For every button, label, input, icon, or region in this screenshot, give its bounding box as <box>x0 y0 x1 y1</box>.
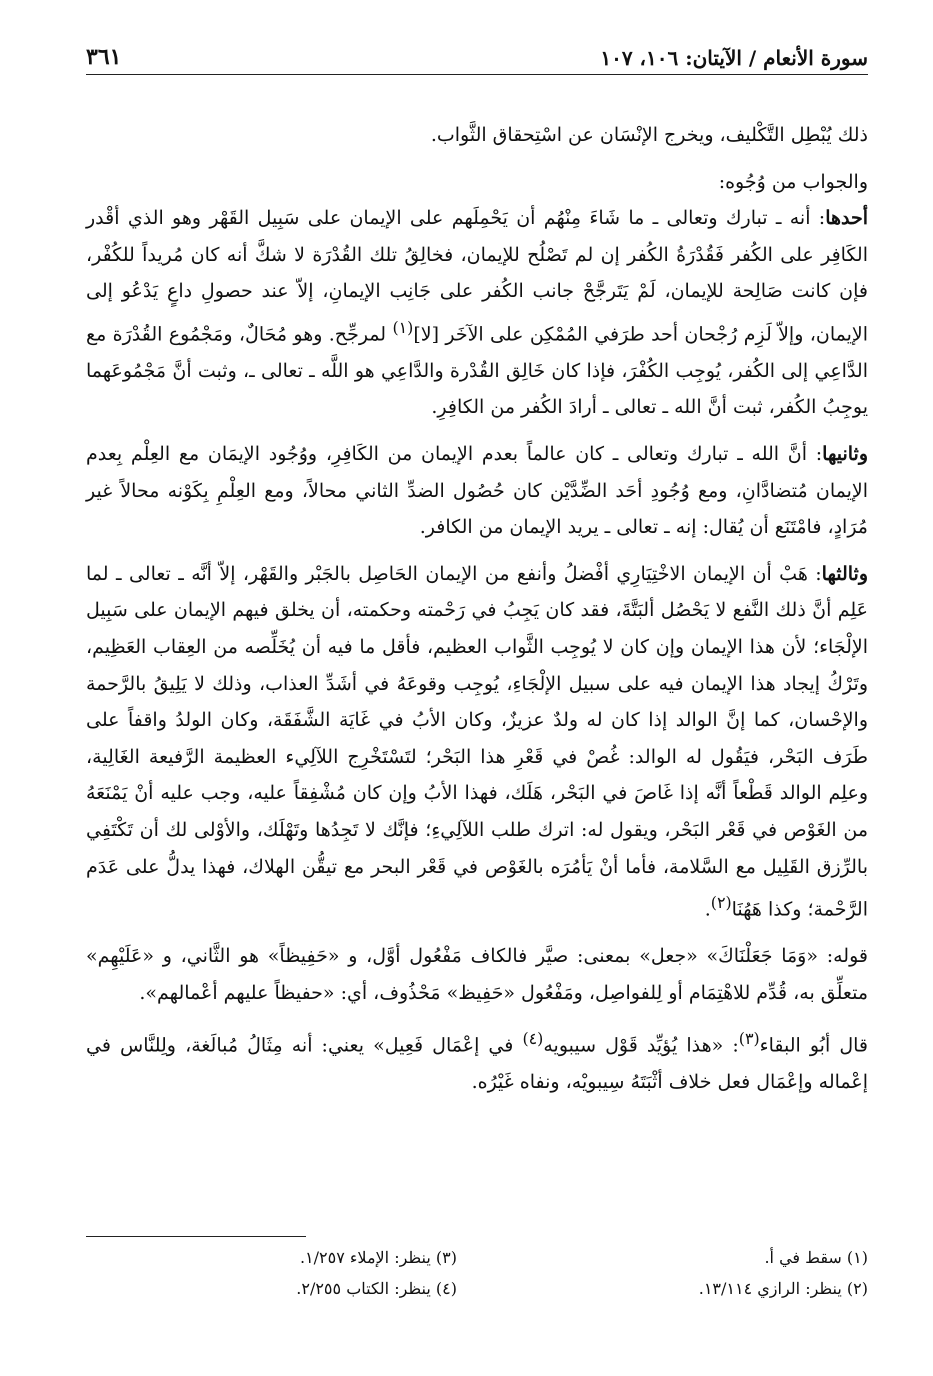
text: : أنه ـ تبارك وتعالى ـ ما شَاءَ مِنْهُم أن يَحْمِلَهم على الإيمان على سَبِيل القَهْر وهو الذي أقْدر الكَافِر على الكُفر فَقُدْرَةُ الكُفر إن لم تَصْلُح للإيمان، فخالِقُ تلك القُدْرَة لا شكَّ أنه كان مُريداً للكُفْر، فإن كانت صَالِحة للإيمان، لَمْ يَتَرجَّحْ جانب الكُفر على جَانِب الإيمانِ، إلاّ عند حصولِ داعٍ يَدْعُو إلى الإيمان، وإلاّ لَزِم رُجْحان أحد طرَفي المُمْكِن على الآخَر [لا] <box>86 207 868 346</box>
lead-word: وثالثها <box>821 562 868 585</box>
text: : أنَّ الله ـ تبارك وتعالى ـ كان عالماً بعدم الإيمان من الكَافِرِ، ووُجُود الإيمَان مع العِلْم بِعدم الإيمان مُتضادَّانِ، ومع وُجُودِ أحَد الضِّدَّيْن كان حُصُول الضدِّ الثاني محالاً، ومع العِلْمِ بِكَوْنه محالاً غير مُرَادٍ، فامْتَنَع أن يُقال: إنه ـ تعالى ـ يريد الإيمان من الكافر. <box>86 443 868 539</box>
footnote-ref: (٢) <box>710 893 732 913</box>
footnote-3: (٣) ينظر: الإملاء ١/٢٥٧. <box>299 1248 457 1267</box>
text: والجواب من وُجُوه: <box>718 170 868 193</box>
page <box>86 30 868 1101</box>
spacer <box>86 154 868 164</box>
paragraph-first <box>86 200 868 426</box>
footnote-2: (٢) ينظر: الرازي ١٣/١١٤. <box>698 1279 868 1298</box>
footnotes <box>86 1242 868 1304</box>
text: : «هذا يُؤيِّد قَوْل سيبويه <box>543 1034 739 1057</box>
paragraph-quoted <box>86 938 868 1011</box>
footnote-ref: (١) <box>392 317 414 337</box>
footnote-1: (١) سقط في أ. <box>764 1248 868 1267</box>
spacer <box>86 426 868 436</box>
text: ذلك يُبْطِل التَّكْليف، ويخرج الإنْسَان عن اسْتِحقاق الثَّواب. <box>430 124 868 146</box>
paragraph-2 <box>86 164 868 201</box>
text: : هَبْ أن الإيمان الاخْتِيَارِي أفْضلُ وأنفع من الإيمان الحَاصِل بالجَبْر والقَهْر، إلاّ أنَّه ـ تعالى ـ لما عَلِم أنَّ ذلك النَّفع لا يَحْصُل ألبَتَّةَ، فقد كان يَجِبُ في رَحْمته وحكمته، أن يخلق فيهم الإيمان على سَبِيل الإلْجَاء؛ لأن هذا الإيمان وإن كان لا يُوجِب الثَّواب العظيم، فأقل ما فيه أن يُخَلِّصه من العِقاب العَظِيم، وتَرْكُ إيجاد هذا الإيمان فيه على سبيل الإلْجَاءِ، يُوجِب وقوعَهُ في أشَدِّ العذاب، وذلك لا يَلِيقُ بالرَّحمة والإحْسان، كما إنَّ الوالد إذا كان له ولدٌ عزيزٌ، وكان الأبُ في غَايَة الشَّفَقَة، وكان الولدُ واقفاً على طَرَف البَحْر، فيَقُول له الوالد: غُصْ في قَعْرِ هذا البَحْر؛ لتَسْتَخْرِج اللآلِيء العظيمة الرَّفيعة الغَالِية، وعلِم الوالد قَطْعاً أنَّه إذا غَاصَ في البَحْر، هَلَك، فهذا الأبُ وإن كان مُشْفِقاً عليه، وجب عليه أنْ يَمْنَعَهُ من الغَوْص في قَعْر البَحْر، ويقول له: اترك طلب اللآلِيءِ؛ فإنَّك لا تَجِدُها وتَهْلَك، والأوْلى لك أن تَكْتَفِي بالرِّزق القَلِيل مع السَّلامة، فأما أنْ يَأمُرَه بالغَوْص في قَعْر البحر مع تيقُّن الهلاك، فهذا يدلُّ على عَدَم الرَّحْمة؛ وكذا هَهُنَا <box>86 562 868 921</box>
page-number: ٣٦١ <box>86 44 122 70</box>
running-title: سورة الأنعام / الآيتان: ١٠٦، ١٠٧ <box>600 46 868 70</box>
text: . <box>704 898 711 921</box>
running-header <box>86 30 868 75</box>
text: في إعْمَال فَعِيل» يعني: أنه مِثَالُ مُبالَغة، ولِلنَّاس في إعْماله وإعْمَال فعل خلاف أثْبَتَهُ سِيبويْه، ونفاه غَيْرُه. <box>86 1034 868 1094</box>
paragraph-second <box>86 436 868 546</box>
spacer <box>86 928 868 938</box>
text: قوله: «وَمَا جَعَلْنَاكَ» «جعل» بمعنى: صيَّر فالكاف مَفْعُول أوَّل، و «حَفِيظاً» هو الثَّاني، و «عَلَيْهِم» متعلِّق به، قُدِّم للاهْتِمَام أو لِلفواصِل، ومَفْعُول «حَفِيظ» مَحْذُوف، أي: «حفيظاً عليهم أعْمالهم». <box>86 945 868 1004</box>
paragraph-1 <box>86 117 868 154</box>
footnote-ref: (٣) <box>738 1029 760 1049</box>
lead-word: وثانيها <box>822 443 868 466</box>
spacer <box>86 1011 868 1021</box>
footnote-ref: (٤) <box>522 1029 544 1049</box>
paragraph-third <box>86 556 868 928</box>
footnote-rule <box>86 1236 306 1237</box>
footnote-4: (٤) ينظر: الكتاب ٢/٢٥٥. <box>296 1279 457 1298</box>
text: قال أبُو البقاء <box>759 1034 869 1057</box>
paragraph-abu-baqa <box>86 1021 868 1101</box>
lead-word: أحدها <box>825 207 868 230</box>
text: لمرجِّح. وهو مُحَالٌ، ومَجْمُوع القُدْرَة مع الدَّاعِي إلى الكُفر، يُوجِب الكُفْرَ، فإذا كان خَالِق القُدْرة والدَّاعِي هو اللَّه ـ تعالى ـ، وثبت أنَّ مَجْمُوعَهما يوجِبُ الكُفر، ثبت أنَّ الله ـ تعالى ـ أرادَ الكُفر من الكافِرِ. <box>86 323 868 419</box>
spacer <box>86 546 868 556</box>
